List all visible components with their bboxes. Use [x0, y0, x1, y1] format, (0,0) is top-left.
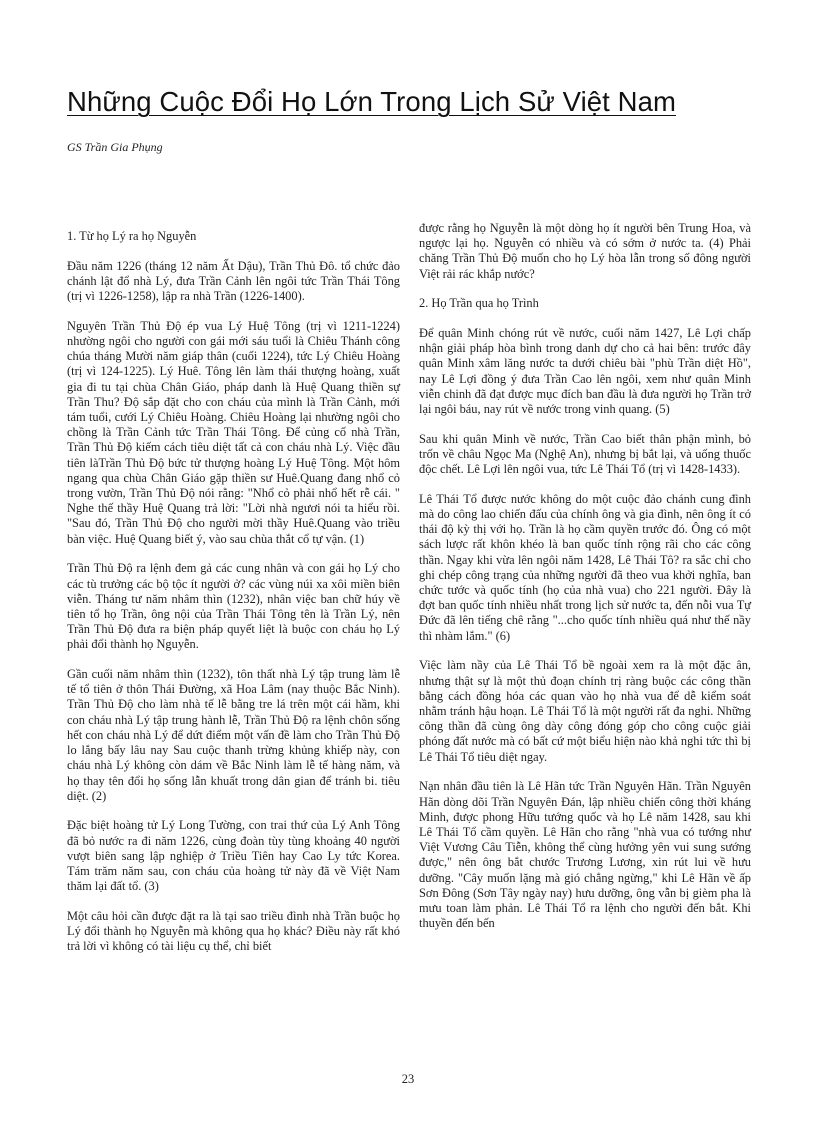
paragraph: Trần Thủ Độ ra lệnh đem gả các cung nhân và con gái họ Lý cho các tù trưởng các bộ tộc ít người ở? các vùng núi xa xôi miền biên viễn. Tháng tư năm nhâm thìn (1232), nhân việc ban chữ húy về tiên tổ họ Trần, ông nội của Trần Thái Tông tên là Trần Lý, nên Trần Thủ Độ đưa ra biện pháp quyết liệt là buộc con cháu họ Lý phải đổi thành họ Nguyễn.	[67, 561, 400, 652]
paragraph: Đầu năm 1226 (tháng 12 năm Ất Dậu), Trần Thủ Đô. tổ chức đảo chánh lật đổ nhà Lý, đưa Trần Cảnh lên ngôi tức Trần Thái Tông (trị vì 1226-1258), lập ra nhà Trần (1226-1400).	[67, 258, 400, 304]
left-column	[67, 229, 400, 969]
paragraph: Nạn nhân đầu tiên là Lê Hãn tức Trần Nguyên Hãn. Trần Nguyên Hãn dòng dõi Trần Nguyên Đán, lập nhiều chiến công thời kháng Minh, được phong Hữu tướng quốc và họ Lê năm 1428, sau khi Lê Thái Tổ cầm quyền. Lê Hãn cho rằng "nhà vua có tướng như Việt Vương Câu Tiễn, không thể cùng hưởng yên vui sung sướng được," nên ông bắt chước Trương Lương, xin rút lui về hưu dưỡng. "Cây muốn lặng mà gió chẳng ngừng," khi Lê Hãn về ấp Sơn Đông (Sơn Tây ngày nay) hưu dưỡng, ông vẫn bị gièm pha là mưu toan làm phản. Lê Thái Tổ ra lệnh cho người đến bắt. Khi thuyền đến bến	[419, 779, 751, 931]
paragraph: Lê Thái Tổ được nước không do một cuộc đảo chánh cung đình mà do công lao chiến đấu của chính ông và gia đình, nên ông ít có thái độ kỳ thị với họ. Trần là họ cầm quyền trước đó. Ông có một sách lược rất khôn khéo là ban quốc tính rộng rãi cho các công thần. Ngay khi vừa lên ngôi năm 1428, Lê Thái Tô? ra sắc chỉ cho ghi chép công trạng của những người đã theo vua khởi nghĩa, ban chức tước và quốc tính (họ của nhà vua) cho 221 người. Đây là đợt ban quốc tính nhiều nhất trong lịch sử nước ta, đến nỗi vua Tự Đức đã lên tiếng chê rằng "...cho quốc tính nhiều quá như thế nầy thì nhàm lắm." (6)	[419, 491, 751, 643]
paragraph: Sau khi quân Minh về nước, Trần Cao biết thân phận mình, bỏ trốn về châu Ngọc Ma (Nghệ An), nhưng bị bắt lại, và uống thuốc độc chết. Lê Lợi lên ngôi vua, tức Lê Thái Tổ (trị vì 1428-1433).	[419, 431, 751, 477]
paragraph: Việc làm nầy của Lê Thái Tổ bề ngoài xem ra là một đặc ân, nhưng thật sự là một thủ đoạn chính trị ràng buộc các công thần bằng cách đồng hóa các quan vào họ nhà vua để dễ kiểm soát nhằm tránh hậu hoạn. Lê Thái Tổ là một người rất đa nghi. Những công thần đã cùng ông dày công đóng góp cho công cuộc giải phóng đất nước mà có bất cứ một biểu hiện nào khả nghi tức thì bị Lê Thái Tổ tiêu diệt ngay.	[419, 658, 751, 764]
paragraph: Nguyên Trần Thủ Độ ép vua Lý Huệ Tông (trị vì 1211-1224) nhường ngôi cho người con gái mới sáu tuổi là Chiêu Thánh công chúa tháng Mười năm giáp thân (cuối 1224), tức Lý Chiêu Hoàng (trị vì 124-1225). Lý Huê. Tông lên làm thái thượng hoàng, xuất gia đi tu tại chùa Chân Giáo, pháp danh là Huệ Quang thiền sự Trần Thu? Độ sắp đặt cho con cháu của mình là Trần Cảnh, mới tám tuổi, cưới Lý Chiêu Hoàng. Chiêu Hoàng lại nhường ngôi cho chồng là Trần Cảnh tức Trần Thái Tông. Để củng cố nhà Trần, Trần Thủ Độ kiếm cách tiêu diệt tất cả con cháu nhà Lý. Việc đầu tiên làTrần Thủ Độ bức tử thượng hoàng Lý Huệ Tông. Một hôm ngang qua chùa Chân Giáo gặp thiền sư Huê.Quang đang nhổ cỏ trong vườn, Trần Thủ Độ nói rằng: "Nhổ cỏ phải nhổ hết rễ cái. " Nghe thế thầy Huệ Quang trả lời: "Lời nhà ngươi nói ta hiểu rồi. "Sau đó, Trần Thủ Độ cho người mời thầy Huê.Quang vào triều bàn việc. Huệ Quang biết ý, vào sau chùa thắt cổ tự vận. (1)	[67, 318, 400, 546]
paragraph: Gần cuối năm nhâm thìn (1232), tôn thất nhà Lý tập trung làm lễ tế tổ tiên ở thôn Thái Đường, xã Hoa Lâm (nay thuộc Bắc Ninh). Trần Thủ Độ cho làm nhà tế lễ bằng tre lá trên một cái hầm, khi con cháu nhà Lý tập trung hành lễ, Trần Thủ Độ ra lệnh chôn sống hết con cháu nhà Lý để dứt điểm một vấn đề làm cho Trần Thủ Độ lo lắng bấy lâu nay Sau cuộc thanh trừng khủng khiếp này, con cháu nhà Lý không còn dám về Bắc Ninh làm lễ tế hàng năm, và họ thay tên đổi họ sống lẫn khuất trong dân gian để tránh bi. tiêu diệt. (2)	[67, 667, 400, 803]
paragraph: Đặc biệt hoàng tử Lý Long Tường, con trai thứ của Lý Anh Tông đã bỏ nước ra đi năm 1226, cùng đoàn tùy tùng khoảng 40 người vượt biên sang lập nghiệp ở Triều Tiên hay Cao Ly tức Korea. Tám trăm năm sau, con cháu của hoàng tử này đã về Việt Nam thăm lại đất tổ. (3)	[67, 818, 400, 894]
page-title: Những Cuộc Đổi Họ Lớn Trong Lịch Sử Việt Nam	[67, 86, 677, 117]
author-byline: GS Trần Gia Phụng	[67, 140, 163, 154]
paragraph: Một câu hỏi cần được đặt ra là tại sao triều đình nhà Trần buộc họ Lý đổi thành họ Nguyễn mà không qua họ khác? Điều này rất khó trả lời vì không có tài liệu cụ thể, chỉ biết	[67, 908, 400, 954]
paragraph: Để quân Minh chóng rút về nước, cuối năm 1427, Lê Lợi chấp nhận giải pháp hòa bình trong danh dự cho cả hai bên: trước đây quân Minh xâm lăng nước ta dưới chiêu bài "phù Trần diệt Hồ", nay Lê Lợi đồng ý đưa Trần Cao lên ngôi, xem như quân Minh viễn chinh đã đạt được mục đích ban đầu là đưa người họ Trần trở lại ngôi báu, nay rút về nước trong vinh quang. (5)	[419, 326, 751, 417]
section-heading-2: 2. Họ Trần qua họ Trình	[419, 296, 539, 311]
page-number: 23	[401, 1072, 415, 1086]
paragraph: được rằng họ Nguyễn là một dòng họ ít người bên Trung Hoa, và ngược lại họ. Nguyễn có nhiều và có sớm ở nước ta. (4) Phải chăng Trần Thủ Độ muốn cho họ Lý hòa lẫn trong số đông người Việt rải rác khắp nước?	[419, 221, 751, 281]
right-column	[419, 221, 751, 946]
section-heading-1: 1. Từ họ Lý ra họ Nguyễn	[67, 229, 197, 243]
